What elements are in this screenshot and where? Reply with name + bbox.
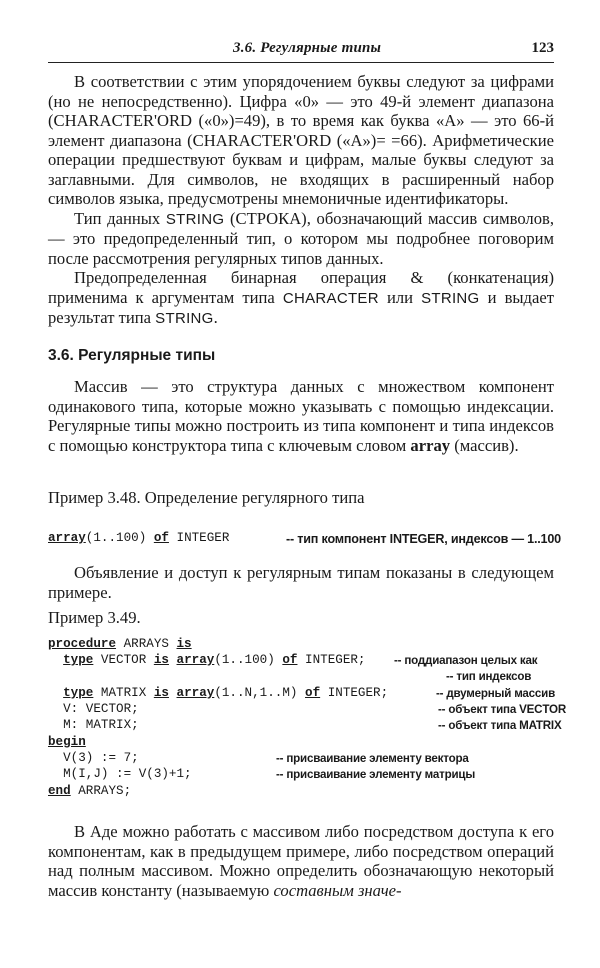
code-keyword: of [153, 531, 169, 545]
code-text: V: VECTOR; [63, 702, 139, 717]
code-text: INTEGER [168, 531, 230, 545]
code-text [48, 653, 63, 667]
code-line [48, 783, 558, 799]
code-comment: -- присваивание элементу матрицы [276, 768, 476, 782]
code-comment: -- поддиапазон целых как [394, 654, 538, 668]
example-caption-2: Пример 3.49. [48, 608, 141, 627]
code-line [48, 652, 558, 668]
code-text: VECTOR [93, 653, 154, 668]
type-name: CHARACTER [282, 289, 379, 307]
code-line [48, 750, 558, 766]
closing-block [48, 822, 554, 900]
text-span: Тип данных [74, 208, 166, 228]
text-span: . [213, 308, 218, 327]
section-body [48, 377, 554, 455]
between-block [48, 563, 554, 602]
code-text: (1..100) [85, 531, 154, 545]
code-text: M: MATRIX; [63, 718, 139, 733]
code-text [48, 718, 63, 732]
code-comment: -- объект типа VECTOR [438, 703, 567, 717]
code-line [48, 685, 558, 701]
code-keyword: of [305, 685, 321, 700]
text-span: и выдает результат типа [48, 287, 554, 327]
code-text: (1..100) [214, 653, 283, 668]
section-paragraph [48, 377, 554, 455]
code-text [48, 702, 63, 716]
code-comment: -- двумерный массив [436, 686, 556, 700]
code-comment: -- присваивание элементу вектора [276, 752, 469, 766]
intro-paragraph-2 [48, 209, 554, 269]
code-text [48, 686, 63, 700]
intro-block [48, 72, 554, 329]
text-span: В Аде можно работать с массивом либо посредством доступа к его компонентам, как в предыдущем примере, либо посредством операций над полным массивом. Можно определить обозначающую некоторый массив константу (называемую [48, 822, 554, 900]
code-text: V(3) := 7; [63, 751, 139, 766]
code-keyword: end [48, 783, 71, 798]
example-2-code [48, 636, 567, 799]
code-keyword: type [63, 685, 94, 700]
code-text: INTEGER; [320, 685, 389, 700]
code-line [48, 701, 567, 717]
text-span: (массив). [450, 435, 519, 455]
code-keyword: array [48, 531, 86, 545]
code-comment: -- объект типа MATRIX [438, 719, 562, 733]
italic-term: составным значе- [273, 880, 402, 900]
code-keyword: of [282, 653, 298, 668]
running-title: 3.6. Регулярные типы [233, 40, 382, 56]
closing-paragraph [48, 822, 554, 900]
code-line [48, 717, 562, 733]
code-text [169, 686, 177, 700]
code-keyword: type [63, 653, 94, 668]
code-comment: -- тип компонент INTEGER, индексов — 1..100 [286, 532, 561, 546]
code-text [48, 767, 63, 781]
text-span: Массив — это структура данных с множеством компонент одинакового типа, которые можно указывать с помощью индексации. Регулярные типы можно построить из типа компонент и типа индексов с помощью конструктора типа с ключевым словом [48, 377, 554, 455]
example-1-code [48, 530, 561, 546]
code-text [48, 751, 63, 765]
code-keyword: array [176, 685, 215, 700]
code-text: ARRAYS [116, 637, 177, 651]
text-span: или [378, 287, 422, 307]
code-text: (1..N,1..M) [214, 685, 306, 700]
code-keyword: is [153, 653, 169, 668]
code-keyword: begin [48, 734, 86, 749]
intro-paragraph-1: В соответствии с этим упорядочением буквы следуют за цифрами (но не непосредственно). Цифра «0» — это 49-й элемент диапазона (CHARACTER'ORD («0»)=49), в то время как буква «А» — это 66-й элемент диапазона (CHARACTER'ORD («А»)= =66). Арифметические операции предшествуют буквам и цифрам, малые буквы следуют за заглавными. Для символов, не входящих в расширенный набор символов языка, предусмотрены мнемоничные идентификаторы. [48, 72, 554, 208]
type-name: STRING [421, 289, 480, 307]
text-span: (СТРОКА), обозначающий массив символов,— это предопределенный тип, о котором мы подробнее поговорим после рассмотрения регулярных типов данных. [48, 208, 554, 268]
code-keyword: is [176, 637, 192, 651]
code-comment: -- тип индексов [446, 669, 532, 683]
code-keyword: array [176, 653, 215, 668]
code-text [169, 653, 177, 667]
code-keyword: is [153, 685, 169, 700]
code-line [48, 636, 558, 652]
code-line [48, 530, 561, 546]
code-text: INTEGER; [297, 653, 366, 668]
type-name: STRING [155, 310, 214, 327]
code-text: ARRAYS; [70, 783, 132, 798]
code-text: MATRIX [93, 685, 154, 700]
page-number: 123 [531, 40, 554, 56]
between-paragraph: Объявление и доступ к регулярным типам показаны в следующем примере. [48, 563, 554, 602]
section-heading: 3.6. Регулярные типы [48, 347, 216, 364]
code-keyword: procedure [48, 637, 117, 651]
intro-paragraph-3 [48, 268, 554, 329]
type-name: STRING [165, 210, 225, 228]
running-header [48, 36, 554, 63]
keyword: array [410, 435, 451, 455]
text-span: Предопределенная бинарная операция & (конкатенация) применима к аргументам типа [48, 268, 554, 307]
code-line [48, 734, 558, 750]
code-line [48, 766, 558, 782]
example-caption-1: Пример 3.48. Определение регулярного типа [48, 488, 365, 507]
code-line [48, 669, 558, 685]
code-text: M(I,J) := V(3)+1; [63, 767, 192, 782]
